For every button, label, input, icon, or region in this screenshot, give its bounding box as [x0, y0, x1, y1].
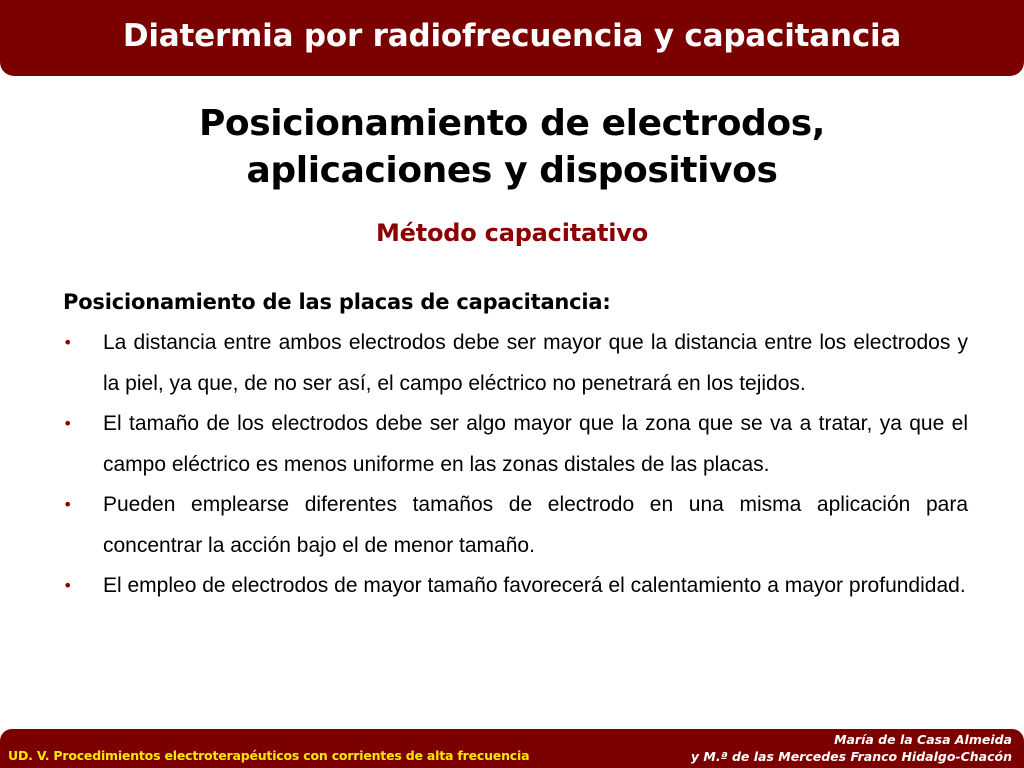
slide-title-line-2: aplicaciones y dispositivos [246, 150, 778, 191]
footer-author-1: María de la Casa Almeida [834, 732, 1012, 747]
slide-title-line-1: Posicionamiento de electrodos, [198, 103, 826, 144]
bullet-icon: • [63, 414, 73, 433]
bullet-icon: • [63, 333, 73, 352]
header-title: Diatermia por radiofrecuencia y capacitancia [122, 18, 902, 54]
bullet-text-4: El empleo de electrodos de mayor tamaño favorecerá el calentamiento a mayor profundidad. [103, 574, 966, 597]
bullet-text-2: El tamaño de los electrodos debe ser algo mayor que la zona que se va a tratar, ya que el campo eléctrico es menos uniforme en las zonas distales de las placas. [103, 412, 968, 476]
header-bar [0, 0, 1024, 76]
footer-bar [0, 729, 1024, 768]
bullet-icon: • [63, 576, 73, 595]
slide-subtitle: Método capacitativo [375, 219, 649, 247]
bullet-icon: • [63, 495, 73, 514]
bullet-item-3 [63, 485, 968, 566]
section-heading: Posicionamiento de las placas de capacitancia: [63, 290, 611, 314]
bullet-item-2 [63, 404, 968, 485]
bullet-list [63, 323, 968, 607]
slide-content [63, 285, 968, 607]
footer-unit-label: UD. V. Procedimientos electroterapéuticos con corrientes de alta frecuencia [8, 748, 530, 763]
bullet-text-1: La distancia entre ambos electrodos debe ser mayor que la distancia entre los electrodos y la piel, ya que, de no ser así, el campo eléctrico no penetrará en los tejidos. [103, 331, 968, 395]
slide-title [0, 100, 1024, 194]
bullet-text-3: Pueden emplearse diferentes tamaños de electrodo en una misma aplicación para concentrar la acción bajo el de menor tamaño. [103, 493, 968, 557]
footer-authors [691, 731, 1012, 765]
bullet-item-4 [63, 566, 968, 607]
footer-author-2: y M.ª de las Mercedes Franco Hidalgo-Chacón [690, 749, 1012, 764]
bullet-item-1 [63, 323, 968, 404]
